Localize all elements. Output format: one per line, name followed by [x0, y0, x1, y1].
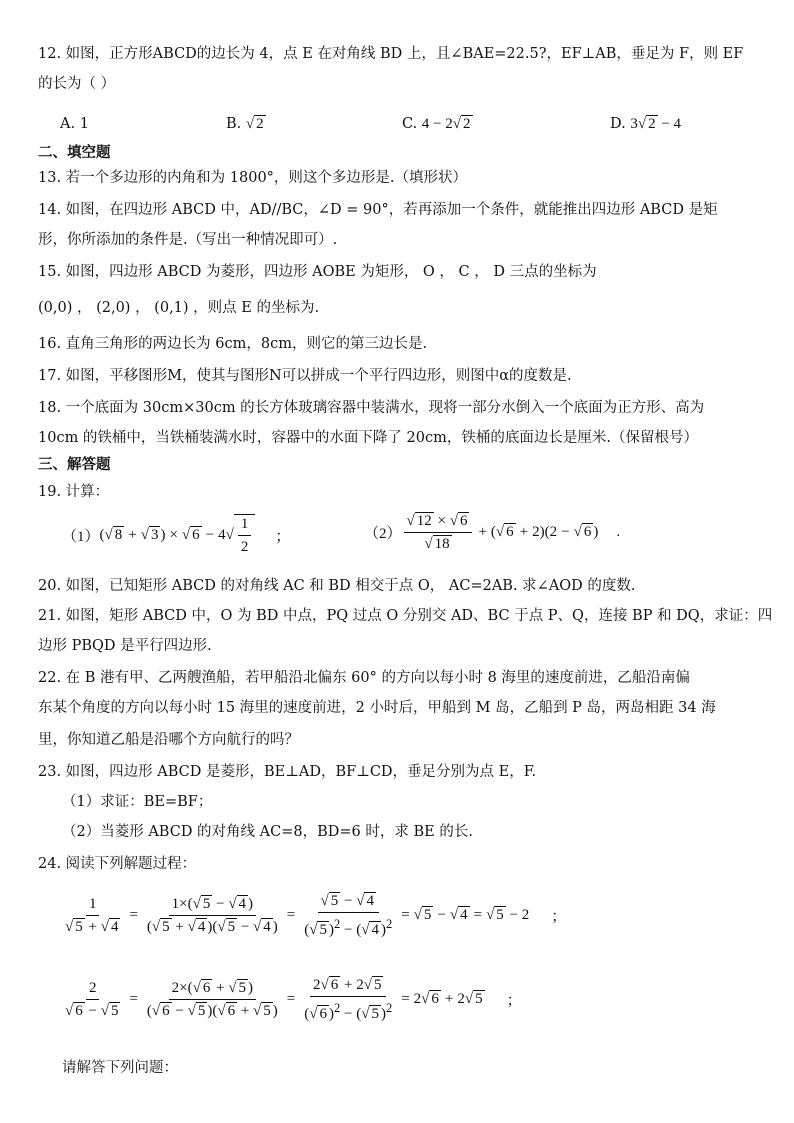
q17: 17. 如图，平移图形M，使其与图形N可以拼成一个平行四边形，则图中α的度数是. [38, 368, 572, 384]
q19-part2: （2） $\frac{√ 12 \times √ 6}{√ 18}$ + ( √ 6 + 2)(2 − √ 6 ) . [364, 513, 621, 552]
q18-line1: 18. 一个底面为 30cm×30cm 的长方体玻璃容器中装满水，现将一部分水倒入一个底面为正方形、高为 [38, 400, 705, 416]
sqrt-expression: √ 2 [245, 116, 264, 132]
q15-line1: 15. 如图，四边形 ABCD 为菱形，四边形 AOBE 为矩形， O ， C ， D 三点的坐标为 [38, 264, 597, 280]
sqrt-expression: √ 2 [637, 116, 656, 132]
q12-option-b [226, 114, 266, 134]
q21-line2: 边形 PBQD 是平行四边形. [38, 638, 212, 654]
q18-line2: 10cm 的铁桶中，当铁桶装满水时，容器中的水面下降了 20cm，铁桶的底面边长是厘米.（保留根号） [38, 430, 698, 446]
q16: 16. 直角三角形的两边长为 6cm，8cm，则它的第三边长是. [38, 336, 428, 352]
q23-line1: 23. 如图，四边形 ABCD 是菱形，BE⊥AD，BF⊥CD，垂足分别为点 E，F. [38, 764, 537, 780]
part-label: （1） [62, 528, 100, 545]
option-expr: 3 [630, 116, 638, 132]
option-expr: 4 − 2 [421, 116, 453, 132]
q23-line3: （2）当菱形 ABCD 的对角线 AC=8，BD=6 时，求 BE 的长. [62, 824, 473, 840]
q12-option-d [610, 114, 681, 134]
section-heading-answers: 三、解答题 [38, 457, 111, 473]
q19-title: 19. 计算： [38, 484, 110, 500]
q12-option-a: A. 1 [60, 116, 89, 132]
part-label: （2） [364, 526, 402, 542]
q12-line1: 12. 如图，正方形ABCD的边长为 4，点 E 在对角线 BD 上，且∠BAE=22.5?，EF⊥AB，垂足为 F，则 EF [38, 46, 744, 62]
q15-line2: (0,0) ， (2,0) ， (0,1) ，则点 E 的坐标为. [38, 300, 320, 316]
option-label: B. [226, 116, 242, 132]
q24-equation-1: $\frac{1}{√ 5 + √ 4}$ = $\frac{1\times(√ 5 - √ 4 )}{(√ 5 + √ 4 )(√ 5 - √ 4 )}$ = $\frac{√ 5 - √ 4}{(√ 5 )^2 - (√ 4 )^2}$ = √ 5 − √ 4 = √ 5 − 2 ； [65, 893, 567, 938]
q22-line2: 东某个角度的方向以每小时 15 海里的速度前进，2 小时后，甲船到 M 岛，乙船到 P 岛，两岛相距 34 海 [38, 700, 716, 716]
q21-line1: 21. 如图，矩形 ABCD 中，O 为 BD 中点，PQ 过点 O 分别交 AD、BC 于点 P、Q，连接 BP 和 DQ，求证：四 [38, 608, 773, 624]
option-label: D. [610, 116, 626, 132]
q22-line1: 22. 在 B 港有甲、乙两艘渔船，若甲船沿北偏东 60° 的方向以每小时 8 海里的速度前进，乙船沿南偏 [38, 670, 690, 686]
option-expr-tail: − 4 [657, 116, 682, 132]
q20: 20. 如图，已知矩形 ABCD 的对角线 AC 和 BD 相交于点 O， AC=2AB. 求∠AOD 的度数. [38, 578, 636, 594]
q23-line2: （1）求证：BE=BF； [62, 794, 213, 810]
q14-line1: 14. 如图，在四边形 ABCD 中，AD//BC，∠D = 90°，若再添加一个条件，就能推出四边形 ABCD 是矩 [38, 202, 718, 218]
q14-line2: 形，你所添加的条件是.（写出一种情况即可）. [38, 232, 338, 248]
q12-line2: 的长为（ ） [38, 76, 116, 92]
q22-line3: 里，你知道乙船是沿哪个方向航行的吗？ [38, 732, 299, 748]
option-label: C. [402, 116, 418, 132]
sqrt-expression: √ 2 [452, 116, 471, 132]
q24-equation-2: $\frac{2}{√ 6 - √ 5}$ = $\frac{2\times(√ 6 + √ 5 )}{(√ 6 - √ 5 )(√ 6 + √ 5 )}$ = $\frac{2√ 6 + 2√ 5}{(√ 6 )^2 - (√ 5 )^2}$ = 2 √ 6 + 2 √ 5 ； [65, 977, 522, 1022]
q24-title: 24. 阅读下列解题过程： [38, 856, 197, 872]
q13: 13. 若一个多边形的内角和为 1800°，则这个多边形是.（填形状） [38, 170, 468, 186]
q19-part1: （1） ( √ 8 + √ 3 ) × √ 6 − 4 √ $\frac{1}{2}$ ； [62, 516, 291, 555]
section-heading-fill-in: 二、填空题 [38, 145, 111, 161]
q12-option-c [402, 114, 473, 134]
q24-footer: 请解答下列问题： [62, 1060, 178, 1076]
